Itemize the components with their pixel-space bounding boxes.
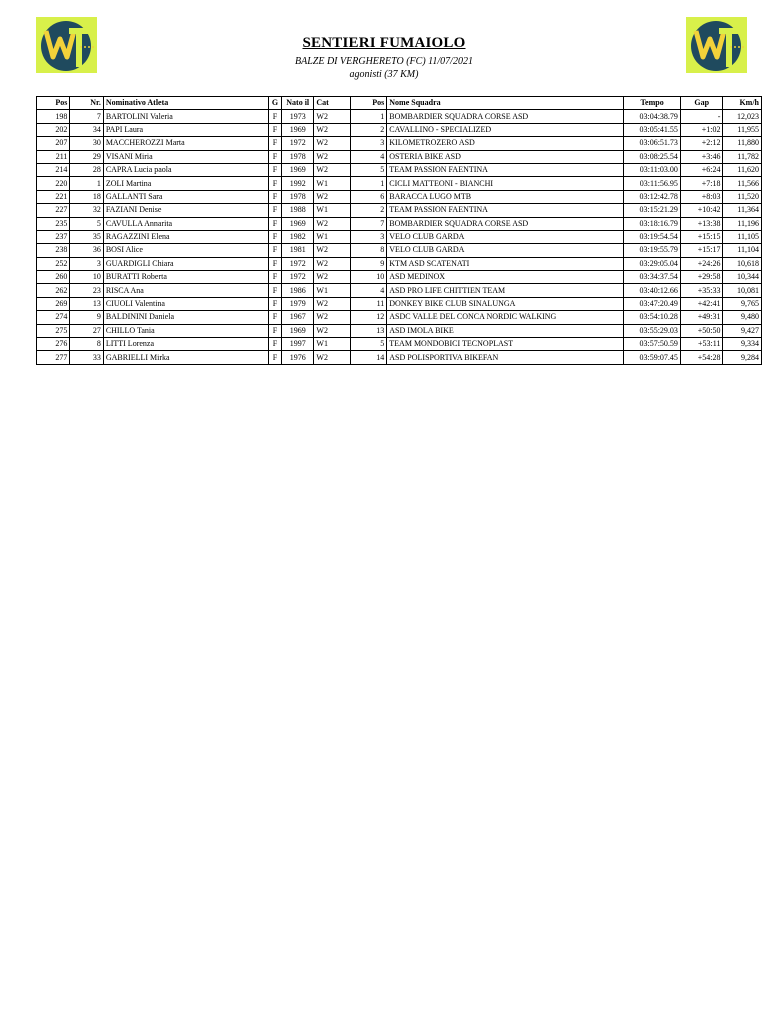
overall-pos-cell: 220 (37, 177, 70, 190)
bib-number-cell: 34 (70, 123, 103, 136)
athlete-name-cell: RISCA Ana (103, 284, 268, 297)
gap-cell: +7:18 (680, 177, 723, 190)
table-row (37, 163, 762, 176)
gender-cell: F (268, 338, 281, 351)
team-name-cell: KILOMETROZERO ASD (387, 137, 624, 150)
team-name-cell: ASDC VALLE DEL CONCA NORDIC WALKING (387, 311, 624, 324)
time-cell: 03:59:07.45 (624, 351, 681, 364)
overall-pos-cell: 198 (37, 110, 70, 123)
overall-pos-cell: 269 (37, 297, 70, 310)
athlete-name-cell: BOSI Alice (103, 244, 268, 257)
team-name-cell: ASD IMOLA BIKE (387, 324, 624, 337)
gender-cell: F (268, 190, 281, 203)
overall-pos-cell: 274 (37, 311, 70, 324)
gender-cell: F (268, 177, 281, 190)
gap-cell: +6:24 (680, 163, 723, 176)
time-cell: 03:08:25.54 (624, 150, 681, 163)
birth-year-cell: 1988 (282, 204, 314, 217)
gender-cell: F (268, 123, 281, 136)
category-cell: W1 (314, 204, 350, 217)
gender-cell: F (268, 324, 281, 337)
gap-cell: +13:38 (680, 217, 723, 230)
category-pos-cell: 5 (350, 163, 386, 176)
time-cell: 03:47:20.49 (624, 297, 681, 310)
category-cell: W1 (314, 230, 350, 243)
time-cell: 03:19:54.54 (624, 230, 681, 243)
gap-cell: +42:41 (680, 297, 723, 310)
category-pos-cell: 2 (350, 123, 386, 136)
column-header-bib-number: Nr. (70, 97, 103, 110)
category-pos-cell: 3 (350, 230, 386, 243)
column-header-gender: G (268, 97, 281, 110)
overall-pos-cell: 262 (37, 284, 70, 297)
gender-cell: F (268, 230, 281, 243)
time-cell: 03:04:38.79 (624, 110, 681, 123)
gap-cell: - (680, 110, 723, 123)
category-cell: W2 (314, 244, 350, 257)
overall-pos-cell: 237 (37, 230, 70, 243)
category-cell: W2 (314, 311, 350, 324)
overall-pos-cell: 214 (37, 163, 70, 176)
athlete-name-cell: CHILLO Tania (103, 324, 268, 337)
team-name-cell: CICLI MATTEONI - BIANCHI (387, 177, 624, 190)
gap-cell: +10:42 (680, 204, 723, 217)
overall-pos-cell: 277 (37, 351, 70, 364)
category-pos-cell: 2 (350, 204, 386, 217)
bib-number-cell: 33 (70, 351, 103, 364)
athlete-name-cell: ZOLI Martina (103, 177, 268, 190)
gender-cell: F (268, 297, 281, 310)
athlete-name-cell: GUARDIGLI Chiara (103, 257, 268, 270)
overall-pos-cell: 207 (37, 137, 70, 150)
bib-number-cell: 10 (70, 271, 103, 284)
bib-number-cell: 18 (70, 190, 103, 203)
athlete-name-cell: MACCHEROZZI Marta (103, 137, 268, 150)
birth-year-cell: 1997 (282, 338, 314, 351)
time-cell: 03:40:12.66 (624, 284, 681, 297)
team-name-cell: TEAM PASSION FAENTINA (387, 163, 624, 176)
category-pos-cell: 13 (350, 324, 386, 337)
birth-year-cell: 1973 (282, 110, 314, 123)
table-row (37, 110, 762, 123)
team-name-cell: TEAM PASSION FAENTINA (387, 204, 624, 217)
gender-cell: F (268, 204, 281, 217)
bib-number-cell: 7 (70, 110, 103, 123)
athlete-name-cell: GABRIELLI Mirka (103, 351, 268, 364)
table-row (37, 177, 762, 190)
category-cell: W2 (314, 123, 350, 136)
table-row (37, 190, 762, 203)
gap-cell: +50:50 (680, 324, 723, 337)
bib-number-cell: 32 (70, 204, 103, 217)
category-pos-cell: 6 (350, 190, 386, 203)
speed-cell: 11,620 (723, 163, 762, 176)
overall-pos-cell: 202 (37, 123, 70, 136)
category-pos-cell: 14 (350, 351, 386, 364)
gap-cell: +2:12 (680, 137, 723, 150)
column-header-category: Cat (314, 97, 350, 110)
speed-cell: 11,880 (723, 137, 762, 150)
gender-cell: F (268, 217, 281, 230)
team-name-cell: OSTERIA BIKE ASD (387, 150, 624, 163)
column-header-team: Nome Squadra (387, 97, 624, 110)
birth-year-cell: 1972 (282, 137, 314, 150)
speed-cell: 9,334 (723, 338, 762, 351)
category-cell: W2 (314, 217, 350, 230)
speed-cell: 9,284 (723, 351, 762, 364)
bib-number-cell: 1 (70, 177, 103, 190)
table-row (37, 137, 762, 150)
time-cell: 03:19:55.79 (624, 244, 681, 257)
birth-year-cell: 1969 (282, 163, 314, 176)
time-cell: 03:55:29.03 (624, 324, 681, 337)
category-pos-cell: 10 (350, 271, 386, 284)
time-cell: 03:11:56.95 (624, 177, 681, 190)
gap-cell: +24:26 (680, 257, 723, 270)
category-cell: W2 (314, 137, 350, 150)
table-row (37, 244, 762, 257)
category-cell: W1 (314, 284, 350, 297)
speed-cell: 9,480 (723, 311, 762, 324)
category-pos-cell: 3 (350, 137, 386, 150)
bib-number-cell: 28 (70, 163, 103, 176)
overall-pos-cell: 211 (37, 150, 70, 163)
column-header-gap: Gap (680, 97, 723, 110)
time-cell: 03:18:16.79 (624, 217, 681, 230)
bib-number-cell: 8 (70, 338, 103, 351)
race-category: agonisti (37 KM) (349, 69, 419, 80)
birth-year-cell: 1976 (282, 351, 314, 364)
category-cell: W2 (314, 257, 350, 270)
table-row (37, 230, 762, 243)
page-title: SENTIERI FUMAIOLO (302, 35, 466, 51)
category-pos-cell: 4 (350, 284, 386, 297)
time-cell: 03:54:10.28 (624, 311, 681, 324)
column-header-birth-year: Nato il (282, 97, 314, 110)
gender-cell: F (268, 284, 281, 297)
speed-cell: 11,955 (723, 123, 762, 136)
birth-year-cell: 1967 (282, 311, 314, 324)
team-name-cell: ASD MEDINOX (387, 271, 624, 284)
gender-cell: F (268, 150, 281, 163)
overall-pos-cell: 275 (37, 324, 70, 337)
speed-cell: 9,427 (723, 324, 762, 337)
gender-cell: F (268, 311, 281, 324)
gender-cell: F (268, 110, 281, 123)
birth-year-cell: 1981 (282, 244, 314, 257)
team-name-cell: ASD PRO LIFE CHITTIEN TEAM (387, 284, 624, 297)
speed-cell: 11,566 (723, 177, 762, 190)
column-header-athlete: Nominativo Atleta (103, 97, 268, 110)
birth-year-cell: 1969 (282, 123, 314, 136)
speed-cell: 10,618 (723, 257, 762, 270)
time-cell: 03:57:50.59 (624, 338, 681, 351)
category-pos-cell: 9 (350, 257, 386, 270)
speed-cell: 10,344 (723, 271, 762, 284)
speed-cell: 9,765 (723, 297, 762, 310)
category-pos-cell: 12 (350, 311, 386, 324)
results-table (36, 96, 762, 365)
category-cell: W2 (314, 271, 350, 284)
speed-cell: 11,104 (723, 244, 762, 257)
gap-cell: +3:46 (680, 150, 723, 163)
overall-pos-cell: 252 (37, 257, 70, 270)
birth-year-cell: 1986 (282, 284, 314, 297)
table-row (37, 338, 762, 351)
time-cell: 03:06:51.73 (624, 137, 681, 150)
athlete-name-cell: BURATTI Roberta (103, 271, 268, 284)
speed-cell: 11,782 (723, 150, 762, 163)
time-cell: 03:05:41.55 (624, 123, 681, 136)
team-name-cell: BOMBARDIER SQUADRA CORSE ASD (387, 217, 624, 230)
team-name-cell: BOMBARDIER SQUADRA CORSE ASD (387, 110, 624, 123)
category-cell: W1 (314, 177, 350, 190)
category-pos-cell: 4 (350, 150, 386, 163)
category-pos-cell: 11 (350, 297, 386, 310)
gap-cell: +29:58 (680, 271, 723, 284)
time-cell: 03:15:21.29 (624, 204, 681, 217)
category-cell: W2 (314, 163, 350, 176)
table-row (37, 311, 762, 324)
gap-cell: +49:31 (680, 311, 723, 324)
athlete-name-cell: BARTOLINI Valeria (103, 110, 268, 123)
overall-pos-cell: 235 (37, 217, 70, 230)
bib-number-cell: 27 (70, 324, 103, 337)
athlete-name-cell: BALDININI Daniela (103, 311, 268, 324)
bib-number-cell: 9 (70, 311, 103, 324)
table-row (37, 204, 762, 217)
overall-pos-cell: 238 (37, 244, 70, 257)
speed-cell: 12,023 (723, 110, 762, 123)
gap-cell: +35:33 (680, 284, 723, 297)
gender-cell: F (268, 257, 281, 270)
category-cell: W2 (314, 324, 350, 337)
bib-number-cell: 23 (70, 284, 103, 297)
column-header-speed: Km/h (723, 97, 762, 110)
gender-cell: F (268, 244, 281, 257)
team-name-cell: CAVALLINO - SPECIALIZED (387, 123, 624, 136)
speed-cell: 11,520 (723, 190, 762, 203)
gender-cell: F (268, 137, 281, 150)
gender-cell: F (268, 163, 281, 176)
overall-pos-cell: 221 (37, 190, 70, 203)
category-pos-cell: 1 (350, 177, 386, 190)
category-cell: W2 (314, 351, 350, 364)
table-header-row (37, 97, 762, 110)
birth-year-cell: 1972 (282, 257, 314, 270)
table-row (37, 324, 762, 337)
column-header-category-pos: Pos (350, 97, 386, 110)
gap-cell: +54:28 (680, 351, 723, 364)
table-row (37, 123, 762, 136)
team-name-cell: VELO CLUB GARDA (387, 244, 624, 257)
gender-cell: F (268, 271, 281, 284)
speed-cell: 11,364 (723, 204, 762, 217)
gender-cell: F (268, 351, 281, 364)
speed-cell: 10,081 (723, 284, 762, 297)
column-header-time: Tempo (624, 97, 681, 110)
birth-year-cell: 1978 (282, 190, 314, 203)
bib-number-cell: 30 (70, 137, 103, 150)
table-row (37, 217, 762, 230)
birth-year-cell: 1979 (282, 297, 314, 310)
team-name-cell: DONKEY BIKE CLUB SINALUNGA (387, 297, 624, 310)
overall-pos-cell: 227 (37, 204, 70, 217)
category-cell: W2 (314, 150, 350, 163)
bib-number-cell: 3 (70, 257, 103, 270)
overall-pos-cell: 260 (37, 271, 70, 284)
time-cell: 03:11:03.00 (624, 163, 681, 176)
category-pos-cell: 8 (350, 244, 386, 257)
overall-pos-cell: 276 (37, 338, 70, 351)
team-name-cell: ASD POLISPORTIVA BIKEFAN (387, 351, 624, 364)
category-cell: W2 (314, 190, 350, 203)
speed-cell: 11,105 (723, 230, 762, 243)
table-row (37, 284, 762, 297)
bib-number-cell: 36 (70, 244, 103, 257)
team-name-cell: KTM ASD SCATENATI (387, 257, 624, 270)
bib-number-cell: 35 (70, 230, 103, 243)
team-name-cell: VELO CLUB GARDA (387, 230, 624, 243)
category-cell: W2 (314, 297, 350, 310)
athlete-name-cell: FAZIANI Denise (103, 204, 268, 217)
birth-year-cell: 1969 (282, 324, 314, 337)
time-cell: 03:29:05.04 (624, 257, 681, 270)
table-row (37, 271, 762, 284)
athlete-name-cell: LITTI Lorenza (103, 338, 268, 351)
gap-cell: +53:11 (680, 338, 723, 351)
gap-cell: +15:17 (680, 244, 723, 257)
birth-year-cell: 1978 (282, 150, 314, 163)
table-row (37, 257, 762, 270)
gap-cell: +1:02 (680, 123, 723, 136)
category-pos-cell: 1 (350, 110, 386, 123)
category-pos-cell: 5 (350, 338, 386, 351)
bib-number-cell: 13 (70, 297, 103, 310)
table-row (37, 351, 762, 364)
team-name-cell: TEAM MONDOBICI TECNOPLAST (387, 338, 624, 351)
bib-number-cell: 29 (70, 150, 103, 163)
category-cell: W2 (314, 110, 350, 123)
birth-year-cell: 1969 (282, 217, 314, 230)
gap-cell: +15:15 (680, 230, 723, 243)
time-cell: 03:12:42.78 (624, 190, 681, 203)
time-cell: 03:34:37.54 (624, 271, 681, 284)
table-row (37, 150, 762, 163)
athlete-name-cell: VISANI Miria (103, 150, 268, 163)
category-cell: W1 (314, 338, 350, 351)
athlete-name-cell: CAPRA Lucia paola (103, 163, 268, 176)
gap-cell: +8:03 (680, 190, 723, 203)
column-header-overall-pos: Pos (37, 97, 70, 110)
athlete-name-cell: GALLANTI Sara (103, 190, 268, 203)
speed-cell: 11,196 (723, 217, 762, 230)
birth-year-cell: 1982 (282, 230, 314, 243)
athlete-name-cell: CAVULLA Annarita (103, 217, 268, 230)
athlete-name-cell: CIUOLI Valentina (103, 297, 268, 310)
birth-year-cell: 1992 (282, 177, 314, 190)
athlete-name-cell: RAGAZZINI Elena (103, 230, 268, 243)
athlete-name-cell: PAPI Laura (103, 123, 268, 136)
event-location-date: BALZE DI VERGHERETO (FC) 11/07/2021 (295, 56, 473, 67)
table-row (37, 297, 762, 310)
results-body (37, 110, 762, 364)
category-pos-cell: 7 (350, 217, 386, 230)
team-name-cell: BARACCA LUGO MTB (387, 190, 624, 203)
birth-year-cell: 1972 (282, 271, 314, 284)
bib-number-cell: 5 (70, 217, 103, 230)
